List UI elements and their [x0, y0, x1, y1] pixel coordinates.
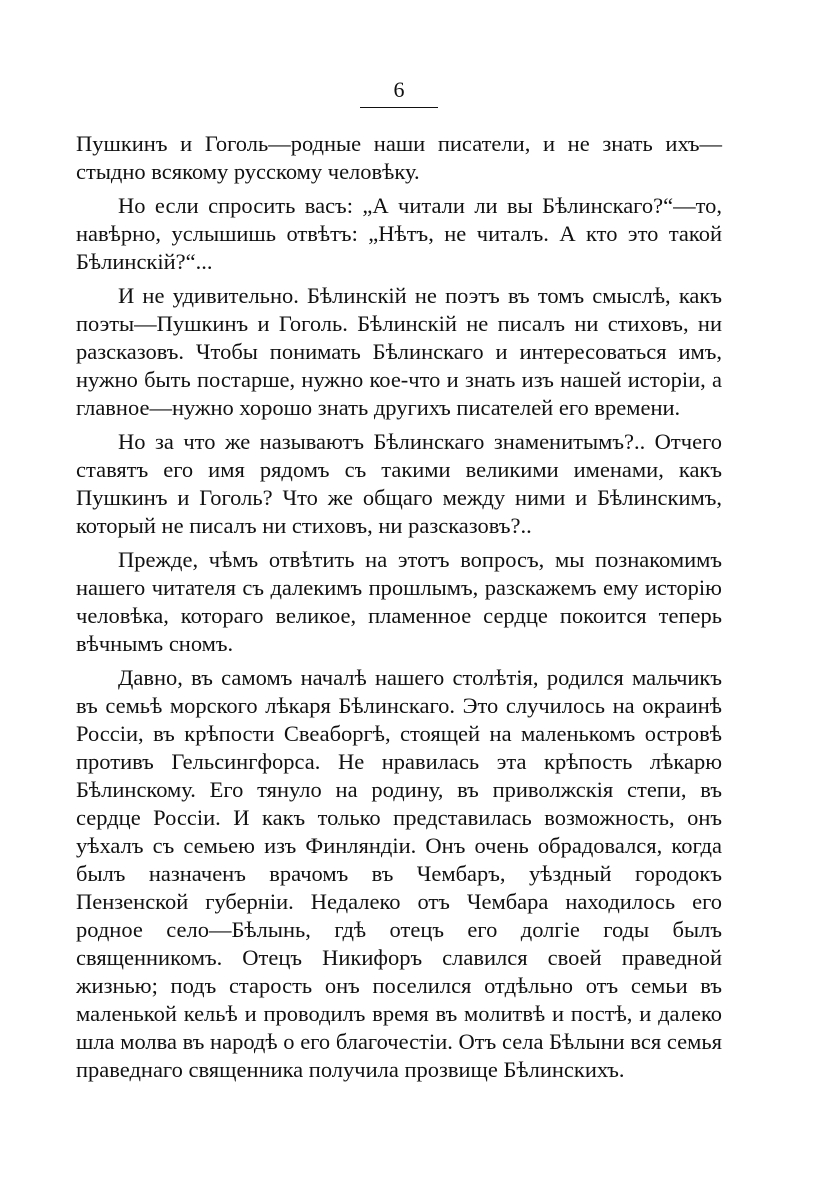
paragraph-5: Прежде, чѣмъ отвѣтить на этотъ вопросъ, мы познакомимъ нашего читателя съ далекимъ прошлымъ, разскажемъ ему исторію человѣка, котораго великое, пламенное сердце покоится теперь вѣчнымъ сномъ.: [76, 547, 722, 656]
paragraph-3: И не удивительно. Бѣлинскій не поэтъ въ томъ смыслѣ, какъ поэты—Пушкинъ и Гоголь. Бѣлинскій не писалъ ни стиховъ, ни разсказовъ. Чтобы понимать Бѣлинскаго и интересоваться имъ, нужно быть постарше, нужно кое-что и знать изъ нашей исторіи, а главное—нужно хорошо знать другихъ писателей его времени.: [76, 283, 722, 420]
body-text: [76, 130, 722, 1090]
paragraph-2: Но если спросить васъ: „А читали ли вы Бѣлинскаго?“—то, навѣрно, услышишь отвѣтъ: „Нѣтъ, не читалъ. А кто это такой Бѣлинскій?“...: [76, 193, 722, 274]
paragraph-1: Пушкинъ и Гоголь—родные наши писатели, и не знать ихъ—стыдно всякому русскому человѣку.: [76, 131, 722, 184]
paragraph-4: Но за что же называютъ Бѣлинскаго знаменитымъ?.. Отчего ставятъ его имя рядомъ съ такими великими именами, какъ Пушкинъ и Гоголь? Что же общаго между ними и Бѣлинскимъ, который не писалъ ни стиховъ, ни разсказовъ?..: [76, 429, 722, 538]
paragraph-6: Давно, въ самомъ началѣ нашего столѣтія, родился мальчикъ въ семьѣ морского лѣкаря Бѣлинскаго. Это случилось на окраинѣ Россіи, въ крѣпости Свеаборгѣ, стоящей на маленькомъ островѣ противъ Гельсингфорса. Не нравилась эта крѣпость лѣкарю Бѣлинскому. Его тянуло на родину, въ приволжскія степи, въ сердце Россіи. И какъ только представилась возможность, онъ уѣхалъ съ семьею изъ Финляндіи. Онъ очень обрадовался, когда былъ назначенъ врачомъ въ Чембаръ, уѣздный городокъ Пензенской губерніи. Недалеко отъ Чембара находилось его родное село—Бѣлынь, гдѣ отецъ его долгіе годы былъ священникомъ. Отецъ Никифоръ славился своей праведной жизнью; подъ старость онъ поселился отдѣльно отъ семьи въ маленькой кельѣ и проводилъ время въ молитвѣ и постѣ, и далеко шла молва въ народѣ о его благочестіи. Отъ села Бѣлыни вся семья праведнаго священника получила прозвище Бѣлинскихъ.: [76, 665, 722, 1082]
page-number: 6: [393, 77, 405, 102]
page-number-rule: [360, 107, 438, 108]
